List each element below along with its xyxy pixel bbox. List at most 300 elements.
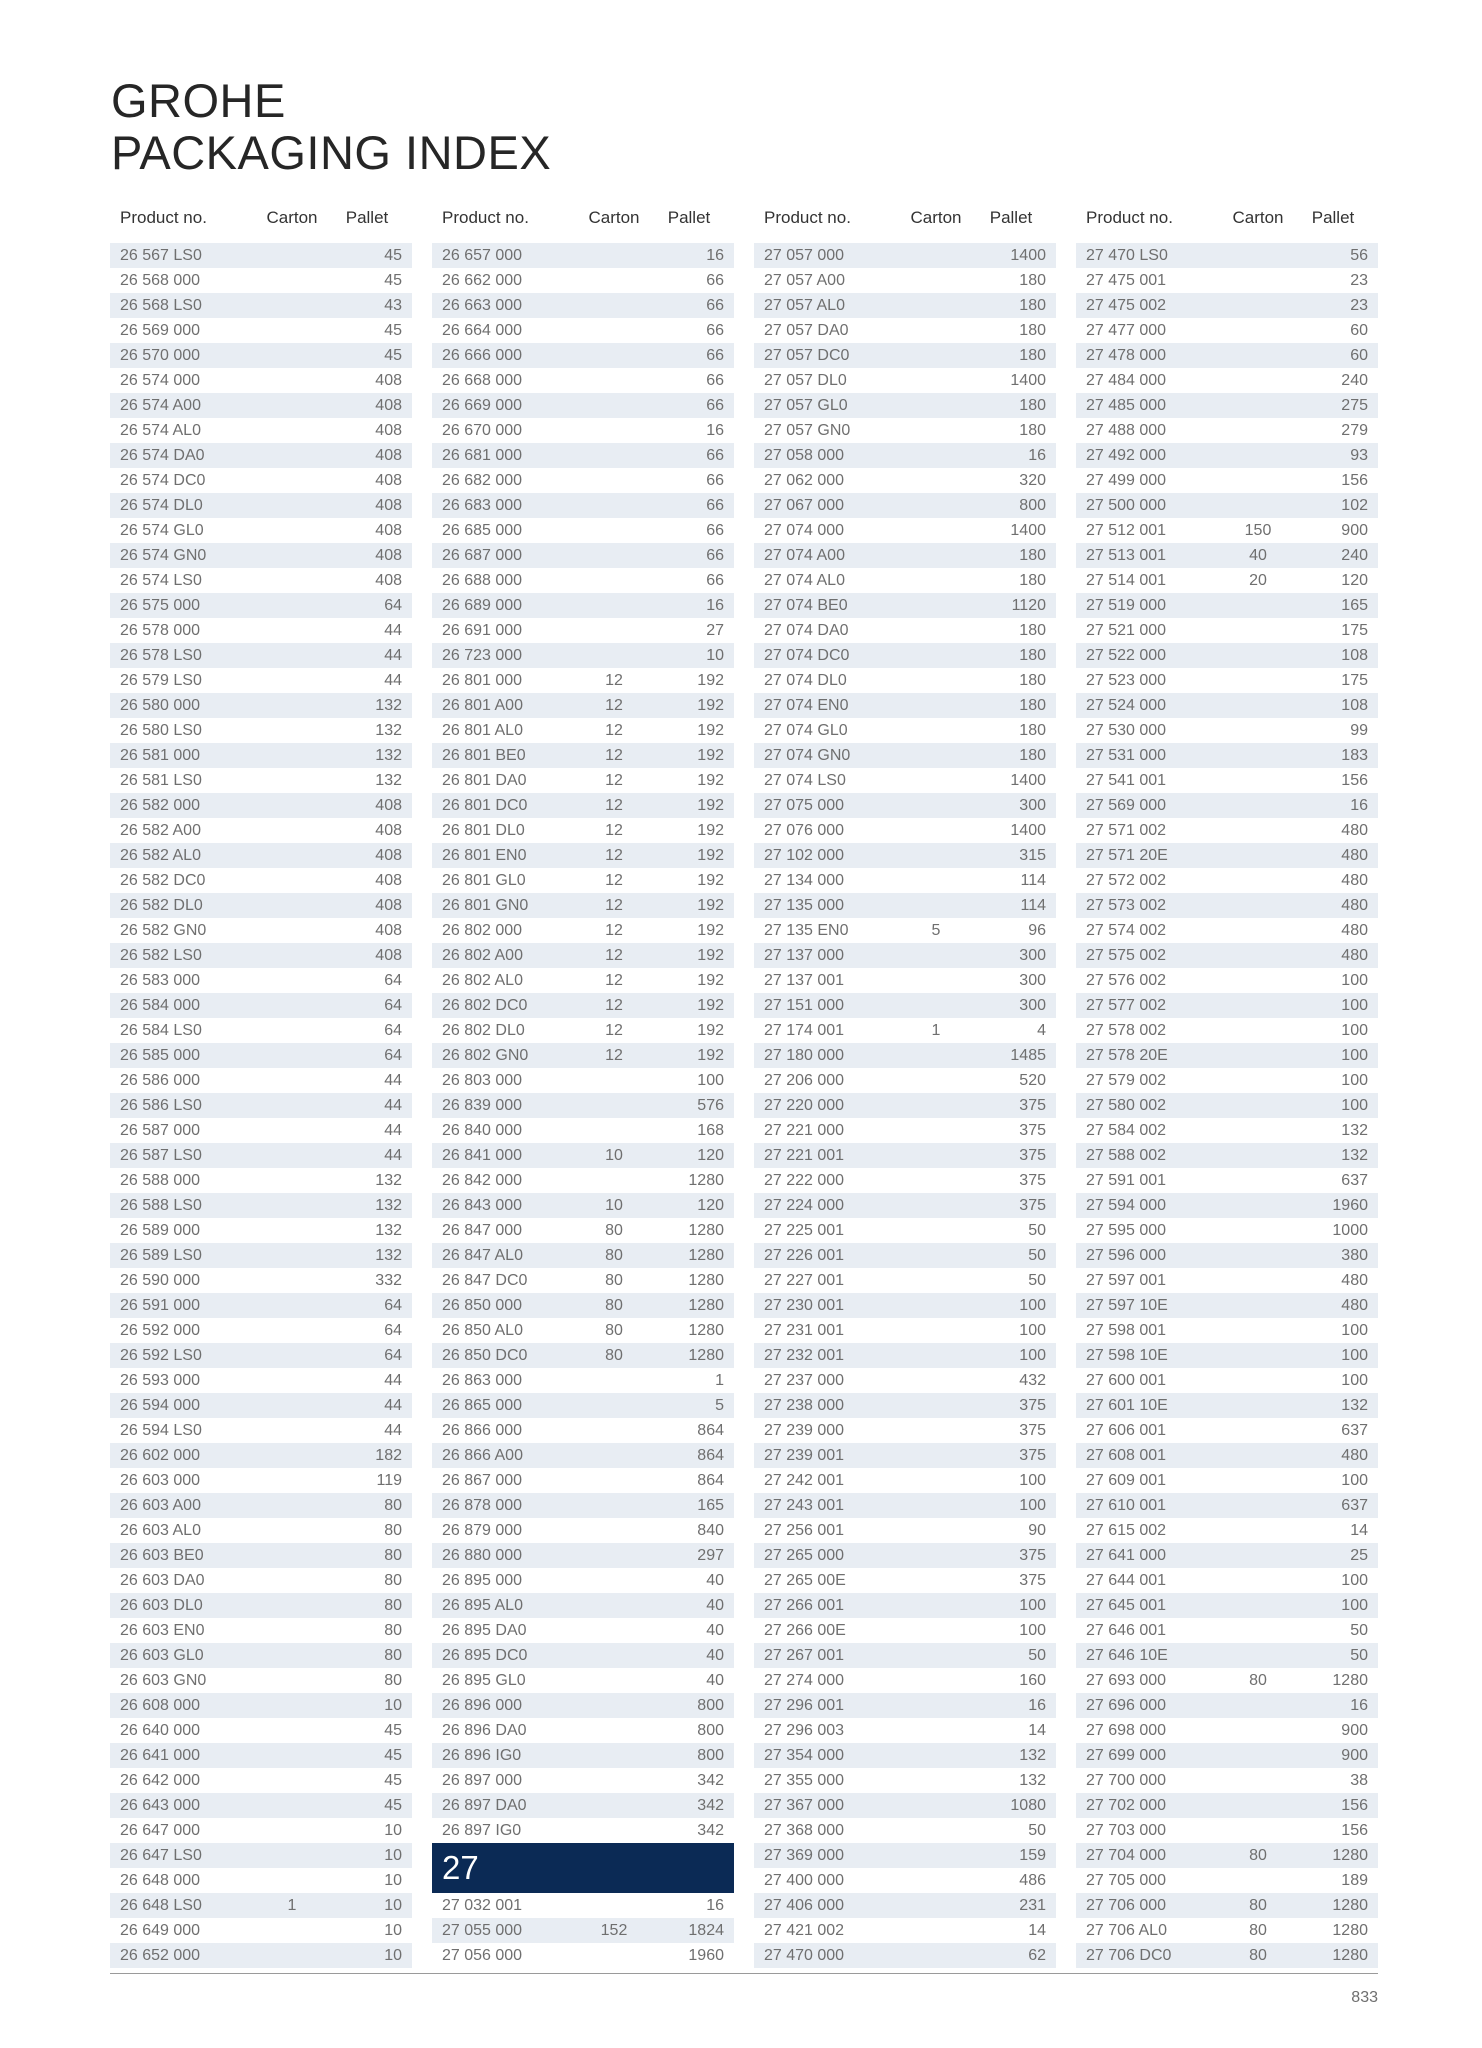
pallet-qty: 66 — [706, 371, 724, 389]
table-row — [1076, 1243, 1378, 1268]
table-row — [754, 443, 1056, 468]
product-number: 26 594 LS0 — [120, 1421, 202, 1439]
pallet-qty: 192 — [697, 871, 724, 889]
table-row — [110, 1293, 412, 1318]
table-row — [754, 868, 1056, 893]
pallet-qty: 189 — [1341, 1871, 1368, 1889]
pallet-qty: 40 — [706, 1596, 724, 1614]
pallet-qty: 1 — [715, 1371, 724, 1389]
pallet-qty: 168 — [697, 1121, 724, 1139]
product-number: 27 521 000 — [1086, 621, 1167, 639]
table-row — [110, 968, 412, 993]
pallet-qty: 14 — [1028, 1721, 1046, 1739]
table-row — [754, 1293, 1056, 1318]
table-row — [1076, 1318, 1378, 1343]
pallet-qty: 192 — [697, 746, 724, 764]
pallet-qty: 100 — [1341, 1021, 1368, 1039]
pallet-qty: 637 — [1341, 1171, 1368, 1189]
table-row — [754, 568, 1056, 593]
carton-qty: 12 — [605, 696, 623, 714]
table-row — [110, 1018, 412, 1043]
table-row — [754, 418, 1056, 443]
pallet-qty: 80 — [384, 1521, 402, 1539]
product-number: 27 594 000 — [1086, 1196, 1167, 1214]
table-row — [1076, 1143, 1378, 1168]
table-row — [1076, 1818, 1378, 1843]
product-number: 27 641 000 — [1086, 1546, 1167, 1564]
product-number: 27 256 001 — [764, 1521, 845, 1539]
table-row — [110, 1443, 412, 1468]
product-number: 27 578 002 — [1086, 1021, 1167, 1039]
table-row — [754, 1743, 1056, 1768]
carton-qty: 80 — [605, 1296, 623, 1314]
pallet-qty: 16 — [706, 421, 724, 439]
table-row — [110, 543, 412, 568]
table-row — [1076, 1118, 1378, 1143]
table-row — [110, 818, 412, 843]
packaging-index-table — [110, 203, 1378, 1968]
pallet-qty: 408 — [375, 546, 402, 564]
pallet-qty: 45 — [384, 346, 402, 364]
product-number: 27 615 002 — [1086, 1521, 1167, 1539]
product-number: 27 058 000 — [764, 446, 845, 464]
product-number: 27 239 001 — [764, 1446, 845, 1464]
table-row — [110, 943, 412, 968]
pallet-qty: 192 — [697, 671, 724, 689]
table-row — [754, 1343, 1056, 1368]
product-number: 26 574 DL0 — [120, 496, 203, 514]
product-number: 27 221 000 — [764, 1121, 845, 1139]
pallet-qty: 50 — [1350, 1621, 1368, 1639]
pallet-qty: 192 — [697, 696, 724, 714]
pallet-qty: 375 — [1019, 1096, 1046, 1114]
pallet-qty: 100 — [1019, 1596, 1046, 1614]
product-number: 27 485 000 — [1086, 396, 1167, 414]
table-row — [432, 1943, 734, 1968]
pallet-qty: 192 — [697, 971, 724, 989]
table-row — [110, 1143, 412, 1168]
pallet-qty: 66 — [706, 446, 724, 464]
product-number: 27 475 002 — [1086, 296, 1167, 314]
product-number: 26 603 EN0 — [120, 1621, 205, 1639]
product-number: 27 584 002 — [1086, 1121, 1167, 1139]
product-number: 26 897 000 — [442, 1771, 523, 1789]
pallet-qty: 100 — [1341, 1596, 1368, 1614]
product-number: 27 531 000 — [1086, 746, 1167, 764]
table-row — [110, 1718, 412, 1743]
table-row — [432, 1143, 734, 1168]
pallet-qty: 1400 — [1010, 771, 1046, 789]
index-column-2 — [432, 203, 734, 1968]
table-row — [432, 1643, 734, 1668]
product-number: 26 603 DL0 — [120, 1596, 203, 1614]
product-number: 27 032 001 — [442, 1896, 523, 1914]
table-row — [110, 318, 412, 343]
table-row — [432, 1393, 734, 1418]
pallet-qty: 100 — [1341, 1346, 1368, 1364]
product-number: 26 669 000 — [442, 396, 523, 414]
pallet-qty: 80 — [384, 1571, 402, 1589]
pallet-qty: 1280 — [1332, 1671, 1368, 1689]
product-number: 27 588 002 — [1086, 1146, 1167, 1164]
table-row — [432, 1493, 734, 1518]
table-row — [110, 1268, 412, 1293]
table-row — [754, 1693, 1056, 1718]
pallet-qty: 375 — [1019, 1396, 1046, 1414]
header-carton: Carton — [1232, 208, 1284, 227]
product-number: 27 706 DC0 — [1086, 1946, 1172, 1964]
table-row — [432, 1543, 734, 1568]
product-number: 27 056 000 — [442, 1946, 523, 1964]
product-number: 26 586 LS0 — [120, 1096, 202, 1114]
table-row — [754, 1268, 1056, 1293]
product-number: 27 135 EN0 — [764, 921, 849, 939]
product-number: 27 608 001 — [1086, 1446, 1167, 1464]
pallet-qty: 192 — [697, 946, 724, 964]
product-number: 27 074 GL0 — [764, 721, 848, 739]
table-row — [1076, 293, 1378, 318]
product-number: 26 843 000 — [442, 1196, 523, 1214]
product-number: 27 693 000 — [1086, 1671, 1167, 1689]
table-row — [1076, 618, 1378, 643]
table-row — [432, 1168, 734, 1193]
table-row — [110, 1893, 412, 1918]
pallet-qty: 192 — [697, 1021, 724, 1039]
pallet-qty: 380 — [1341, 1246, 1368, 1264]
table-row — [1076, 1193, 1378, 1218]
table-row — [110, 493, 412, 518]
product-number: 27 274 000 — [764, 1671, 845, 1689]
pallet-qty: 480 — [1341, 871, 1368, 889]
pallet-qty: 800 — [1019, 496, 1046, 514]
product-number: 26 593 000 — [120, 1371, 201, 1389]
table-row — [110, 1918, 412, 1943]
table-row — [432, 668, 734, 693]
product-number: 26 574 AL0 — [120, 421, 201, 439]
table-row — [1076, 1418, 1378, 1443]
carton-qty: 80 — [1249, 1671, 1267, 1689]
pallet-qty: 100 — [1341, 1071, 1368, 1089]
product-number: 26 602 000 — [120, 1446, 201, 1464]
pallet-qty: 100 — [1019, 1296, 1046, 1314]
table-row — [754, 1868, 1056, 1893]
pallet-qty: 408 — [375, 371, 402, 389]
table-row — [754, 318, 1056, 343]
product-number: 27 227 001 — [764, 1271, 845, 1289]
carton-qty: 12 — [605, 921, 623, 939]
table-row — [754, 468, 1056, 493]
product-number: 27 296 003 — [764, 1721, 845, 1739]
table-row — [1076, 468, 1378, 493]
pallet-qty: 60 — [1350, 346, 1368, 364]
bottom-rule — [110, 1973, 1378, 1974]
table-row — [1076, 1368, 1378, 1393]
pallet-qty: 44 — [384, 1071, 402, 1089]
product-number: 27 514 001 — [1086, 571, 1167, 589]
product-number: 26 670 000 — [442, 421, 523, 439]
product-number: 26 801 A00 — [442, 696, 523, 714]
product-number: 26 723 000 — [442, 646, 523, 664]
pallet-qty: 44 — [384, 1371, 402, 1389]
product-number: 26 649 000 — [120, 1921, 201, 1939]
table-row — [754, 1568, 1056, 1593]
table-row — [432, 1743, 734, 1768]
table-row — [1076, 1468, 1378, 1493]
pallet-qty: 160 — [1019, 1671, 1046, 1689]
product-number: 27 577 002 — [1086, 996, 1167, 1014]
product-number: 26 583 000 — [120, 971, 201, 989]
product-number: 27 067 000 — [764, 496, 845, 514]
product-number: 26 801 000 — [442, 671, 523, 689]
table-row — [754, 918, 1056, 943]
table-row — [110, 1593, 412, 1618]
product-number: 26 801 DL0 — [442, 821, 525, 839]
table-row — [432, 843, 734, 868]
product-number: 27 597 001 — [1086, 1271, 1167, 1289]
product-number: 27 601 10E — [1086, 1396, 1168, 1414]
pallet-qty: 132 — [375, 1196, 402, 1214]
table-row — [1076, 1168, 1378, 1193]
table-row — [1076, 1068, 1378, 1093]
product-number: 26 850 000 — [442, 1296, 523, 1314]
product-number: 26 574 A00 — [120, 396, 201, 414]
product-number: 27 478 000 — [1086, 346, 1167, 364]
table-row — [110, 1818, 412, 1843]
table-row — [432, 1468, 734, 1493]
pallet-qty: 486 — [1019, 1871, 1046, 1889]
table-row — [110, 518, 412, 543]
table-row — [754, 1418, 1056, 1443]
product-number: 26 648 000 — [120, 1871, 201, 1889]
product-number: 26 580 000 — [120, 696, 201, 714]
pallet-qty: 342 — [697, 1796, 724, 1814]
carton-qty: 5 — [931, 921, 941, 939]
product-number: 26 896 IG0 — [442, 1746, 522, 1764]
table-row — [432, 1793, 734, 1818]
pallet-qty: 1280 — [1332, 1946, 1368, 1964]
table-row — [110, 1118, 412, 1143]
pallet-qty: 192 — [697, 771, 724, 789]
table-row — [754, 768, 1056, 793]
product-number: 26 588 000 — [120, 1171, 201, 1189]
product-number: 26 582 A00 — [120, 821, 201, 839]
pallet-qty: 408 — [375, 471, 402, 489]
product-number: 27 512 001 — [1086, 521, 1167, 539]
product-number: 27 239 000 — [764, 1421, 845, 1439]
product-number: 27 696 000 — [1086, 1696, 1167, 1714]
table-row — [754, 1893, 1056, 1918]
pallet-qty: 300 — [1019, 971, 1046, 989]
product-number: 26 579 LS0 — [120, 671, 202, 689]
pallet-qty: 100 — [1341, 1096, 1368, 1114]
product-number: 27 057 DA0 — [764, 321, 849, 339]
title-line-1: GROHE — [111, 74, 286, 127]
product-number: 26 603 A00 — [120, 1496, 201, 1514]
product-number: 26 688 000 — [442, 571, 523, 589]
pallet-qty: 1960 — [1332, 1196, 1368, 1214]
table-row — [110, 1693, 412, 1718]
product-number: 27 571 20E — [1086, 846, 1168, 864]
product-number: 26 802 AL0 — [442, 971, 523, 989]
pallet-qty: 520 — [1019, 1071, 1046, 1089]
table-row — [432, 818, 734, 843]
pallet-qty: 100 — [1019, 1346, 1046, 1364]
pallet-qty: 66 — [706, 296, 724, 314]
table-row — [754, 818, 1056, 843]
pallet-qty: 180 — [1019, 571, 1046, 589]
product-number: 26 608 000 — [120, 1696, 201, 1714]
pallet-qty: 180 — [1019, 296, 1046, 314]
product-number: 26 865 000 — [442, 1396, 523, 1414]
product-number: 27 074 000 — [764, 521, 845, 539]
pallet-qty: 132 — [375, 746, 402, 764]
product-number: 26 587 LS0 — [120, 1146, 202, 1164]
pallet-qty: 100 — [1341, 1571, 1368, 1589]
pallet-qty: 66 — [706, 496, 724, 514]
header-pallet: Pallet — [1311, 208, 1355, 227]
pallet-qty: 102 — [1341, 496, 1368, 514]
product-number: 26 582 DL0 — [120, 896, 203, 914]
table-row — [1076, 1443, 1378, 1468]
product-number: 27 499 000 — [1086, 471, 1167, 489]
product-number: 27 706 AL0 — [1086, 1921, 1167, 1939]
table-row — [754, 1218, 1056, 1243]
table-row — [754, 1368, 1056, 1393]
pallet-qty: 132 — [1341, 1396, 1368, 1414]
pallet-qty: 80 — [384, 1596, 402, 1614]
pallet-qty: 1280 — [688, 1346, 724, 1364]
pallet-qty: 132 — [1019, 1771, 1046, 1789]
table-row — [432, 1893, 734, 1918]
table-row — [432, 1768, 734, 1793]
pallet-qty: 38 — [1350, 1771, 1368, 1789]
product-number: 26 802 GN0 — [442, 1046, 529, 1064]
table-row — [1076, 1293, 1378, 1318]
product-number: 27 074 AL0 — [764, 571, 845, 589]
pallet-qty: 408 — [375, 796, 402, 814]
carton-qty: 12 — [605, 771, 623, 789]
pallet-qty: 45 — [384, 1721, 402, 1739]
product-number: 27 406 000 — [764, 1896, 845, 1914]
product-number: 27 530 000 — [1086, 721, 1167, 739]
product-number: 27 137 000 — [764, 946, 845, 964]
pallet-qty: 192 — [697, 796, 724, 814]
pallet-qty: 375 — [1019, 1421, 1046, 1439]
product-number: 26 584 LS0 — [120, 1021, 202, 1039]
product-number: 27 075 000 — [764, 796, 845, 814]
pallet-qty: 864 — [697, 1421, 724, 1439]
table-row — [1076, 868, 1378, 893]
pallet-qty: 240 — [1341, 371, 1368, 389]
table-row — [110, 1668, 412, 1693]
pallet-qty: 120 — [1341, 571, 1368, 589]
carton-qty: 80 — [1249, 1846, 1267, 1864]
table-row — [110, 243, 412, 268]
pallet-qty: 375 — [1019, 1171, 1046, 1189]
pallet-qty: 132 — [375, 721, 402, 739]
table-row — [1076, 793, 1378, 818]
product-number: 27 057 000 — [764, 246, 845, 264]
pallet-qty: 4 — [1037, 1021, 1046, 1039]
product-number: 26 582 LS0 — [120, 946, 202, 964]
table-row — [754, 1818, 1056, 1843]
table-row — [1076, 1643, 1378, 1668]
table-row — [110, 1843, 412, 1868]
column-rows — [110, 243, 412, 1968]
product-number: 26 801 GL0 — [442, 871, 526, 889]
pallet-qty: 375 — [1019, 1196, 1046, 1214]
pallet-qty: 45 — [384, 1771, 402, 1789]
table-row — [754, 1468, 1056, 1493]
pallet-qty: 156 — [1341, 471, 1368, 489]
table-row — [432, 943, 734, 968]
pallet-qty: 100 — [697, 1071, 724, 1089]
product-number: 27 606 001 — [1086, 1421, 1167, 1439]
index-column-4 — [1076, 203, 1378, 1968]
product-number: 26 895 DC0 — [442, 1646, 528, 1664]
product-number: 26 847 DC0 — [442, 1271, 528, 1289]
pallet-qty: 180 — [1019, 646, 1046, 664]
pallet-qty: 182 — [375, 1446, 402, 1464]
table-row — [110, 868, 412, 893]
product-number: 27 574 002 — [1086, 921, 1167, 939]
product-number: 26 850 DC0 — [442, 1346, 528, 1364]
table-row — [432, 1043, 734, 1068]
column-rows — [754, 243, 1056, 1968]
product-number: 27 644 001 — [1086, 1571, 1167, 1589]
table-row — [1076, 1043, 1378, 1068]
pallet-qty: 1400 — [1010, 521, 1046, 539]
table-row — [754, 1543, 1056, 1568]
pallet-qty: 1280 — [688, 1171, 724, 1189]
carton-qty: 12 — [605, 871, 623, 889]
product-number: 27 225 001 — [764, 1221, 845, 1239]
pallet-qty: 132 — [1341, 1146, 1368, 1164]
product-number: 27 595 000 — [1086, 1221, 1167, 1239]
table-row — [432, 1268, 734, 1293]
table-row — [432, 618, 734, 643]
pallet-qty: 192 — [697, 821, 724, 839]
table-row — [1076, 1618, 1378, 1643]
product-number: 27 702 000 — [1086, 1796, 1167, 1814]
product-number: 26 642 000 — [120, 1771, 201, 1789]
table-row — [754, 668, 1056, 693]
product-number: 26 591 000 — [120, 1296, 201, 1314]
index-column-1 — [110, 203, 412, 1968]
pallet-qty: 50 — [1350, 1646, 1368, 1664]
product-number: 27 400 000 — [764, 1871, 845, 1889]
table-row — [110, 568, 412, 593]
table-row — [1076, 1593, 1378, 1618]
product-number: 27 267 001 — [764, 1646, 845, 1664]
product-number: 27 646 001 — [1086, 1621, 1167, 1639]
product-number: 27 522 000 — [1086, 646, 1167, 664]
table-row — [110, 668, 412, 693]
product-number: 26 582 AL0 — [120, 846, 201, 864]
table-row — [432, 643, 734, 668]
product-number: 26 582 000 — [120, 796, 201, 814]
product-number: 27 704 000 — [1086, 1846, 1167, 1864]
table-row — [754, 1643, 1056, 1668]
product-number: 26 570 000 — [120, 346, 201, 364]
table-row — [1076, 268, 1378, 293]
carton-qty: 1 — [287, 1896, 297, 1914]
table-row — [432, 693, 734, 718]
product-number: 26 603 000 — [120, 1471, 201, 1489]
pallet-qty: 342 — [697, 1771, 724, 1789]
table-row — [1076, 1743, 1378, 1768]
product-number: 27 580 002 — [1086, 1096, 1167, 1114]
